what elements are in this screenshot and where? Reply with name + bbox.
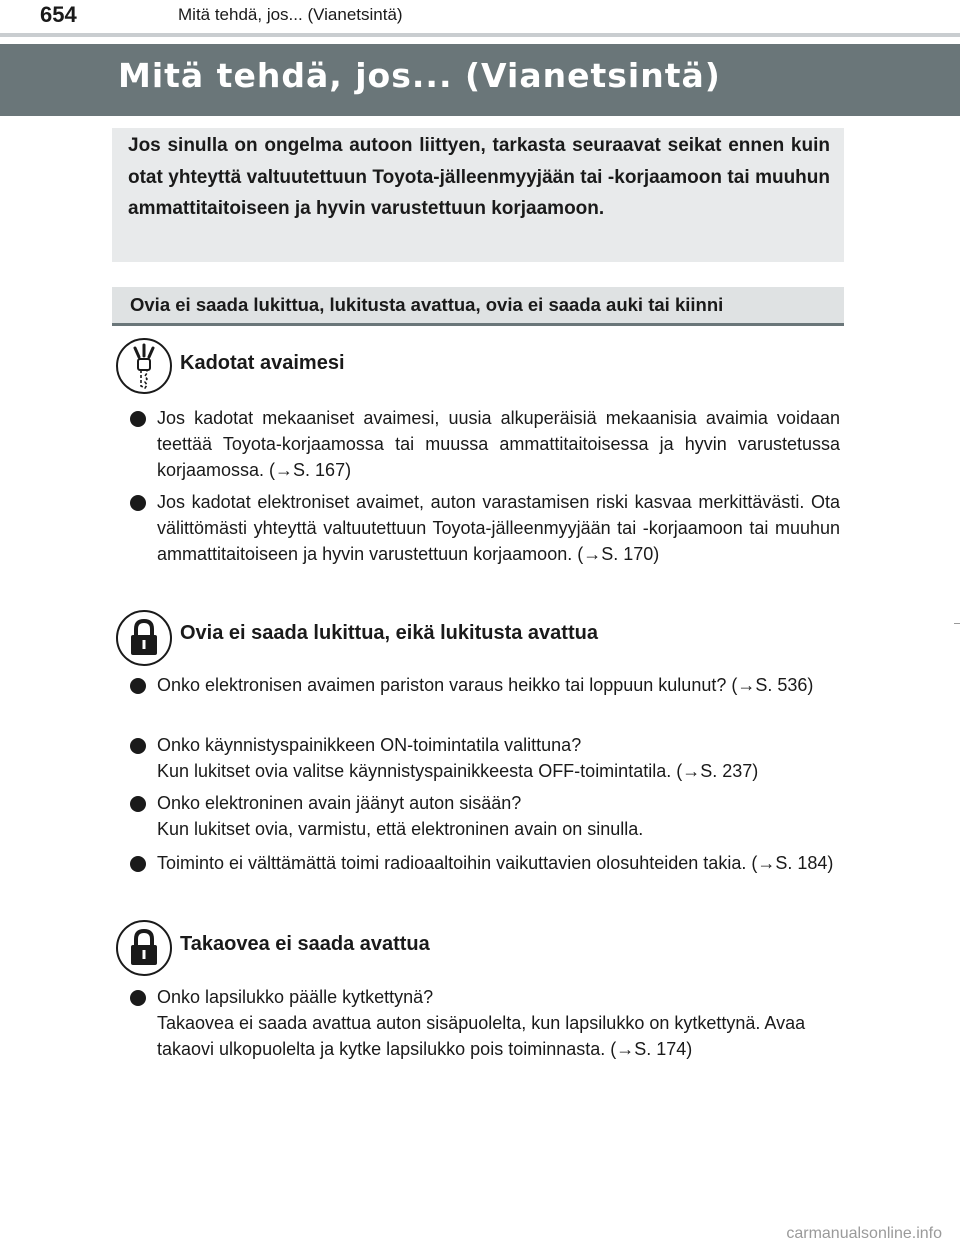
bullet-icon <box>130 411 146 427</box>
list-item: Onko elektroninen avain jäänyt auton sisään? Kun lukitset ovia, varmistu, että elektroninen avain on sinulla. <box>130 791 840 843</box>
bullet-icon <box>130 856 146 872</box>
page-number: 654 <box>40 2 77 27</box>
intro-text: Jos sinulla on ongelma autoon liittyen, tarkasta seuraavat seikat ennen kuin otat yhteyttä valtuutettuun Toyota-jälleenmyyjään tai -korjaamoon tai muuhun ammattitaitoiseen ja hyvin varustettuun korjaamoon. <box>128 135 830 219</box>
key-icon <box>116 338 172 394</box>
bullet-icon <box>130 678 146 694</box>
bullet-icon <box>130 796 146 812</box>
topic-title-rear-door: Takaovea ei saada avattua <box>180 933 430 955</box>
list-item: Onko elektronisen avaimen pariston varaus heikko tai loppuun kulunut? (→S. 536) <box>130 673 840 699</box>
list-item: Jos kadotat elektroniset avaimet, auton varastamisen riski kasvaa merkittävästi. Ota välittömästi yhteyttä valtuutettuun Toyota-jälleenmyyjään tai -korjaamoon tai muuhun ammattitaitoiseen ja hyvin varustettuun korjaamoon. (→S. 170) <box>130 490 840 567</box>
page-header <box>0 0 960 30</box>
topic-title-doors-lock: Ovia ei saada lukittua, eikä lukitusta avattua <box>180 622 598 644</box>
page-title: Mitä tehdä, jos... (Vianetsintä) <box>118 56 721 95</box>
header-divider <box>0 33 960 37</box>
bullet-icon <box>130 495 146 511</box>
lock-icon <box>116 610 172 666</box>
topic-title-lost-keys: Kadotat avaimesi <box>180 352 345 374</box>
list-item: Jos kadotat mekaaniset avaimesi, uusia alkuperäisiä mekaanisia avaimia voidaan teettää Toyota-korjaamossa tai muussa ammattitaitoisessa ja hyvin varustetussa korjaamossa. (→S. 167) <box>130 406 840 483</box>
section-heading: Ovia ei saada lukittua, lukitusta avattua, ovia ei saada auki tai kiinni <box>130 294 724 315</box>
list-item: Toiminto ei välttämättä toimi radioaaltoihin vaikuttavien olosuhteiden takia. (→S. 184) <box>130 851 840 877</box>
bullet-icon <box>130 738 146 754</box>
list-item: Onko lapsilukko päälle kytkettynä? Takaovea ei saada avattua auton sisäpuolelta, kun lapsilukko on kytkettynä. Avaa takaovi ulkopuolelta ja kytke lapsilukko pois toiminnasta. (→S. 174) <box>130 985 840 1062</box>
list-item: Onko käynnistyspainikkeen ON-toimintatila valittuna? Kun lukitset ovia valitse käynnistyspainikkeesta OFF-toimintatila. (→S. 237) <box>130 733 840 785</box>
running-head: Mitä tehdä, jos... (Vianetsintä) <box>178 5 403 24</box>
edge-mark <box>954 623 960 624</box>
bullet-icon <box>130 990 146 1006</box>
lock-icon <box>116 920 172 976</box>
watermark: carmanualsonline.info <box>786 1225 942 1242</box>
